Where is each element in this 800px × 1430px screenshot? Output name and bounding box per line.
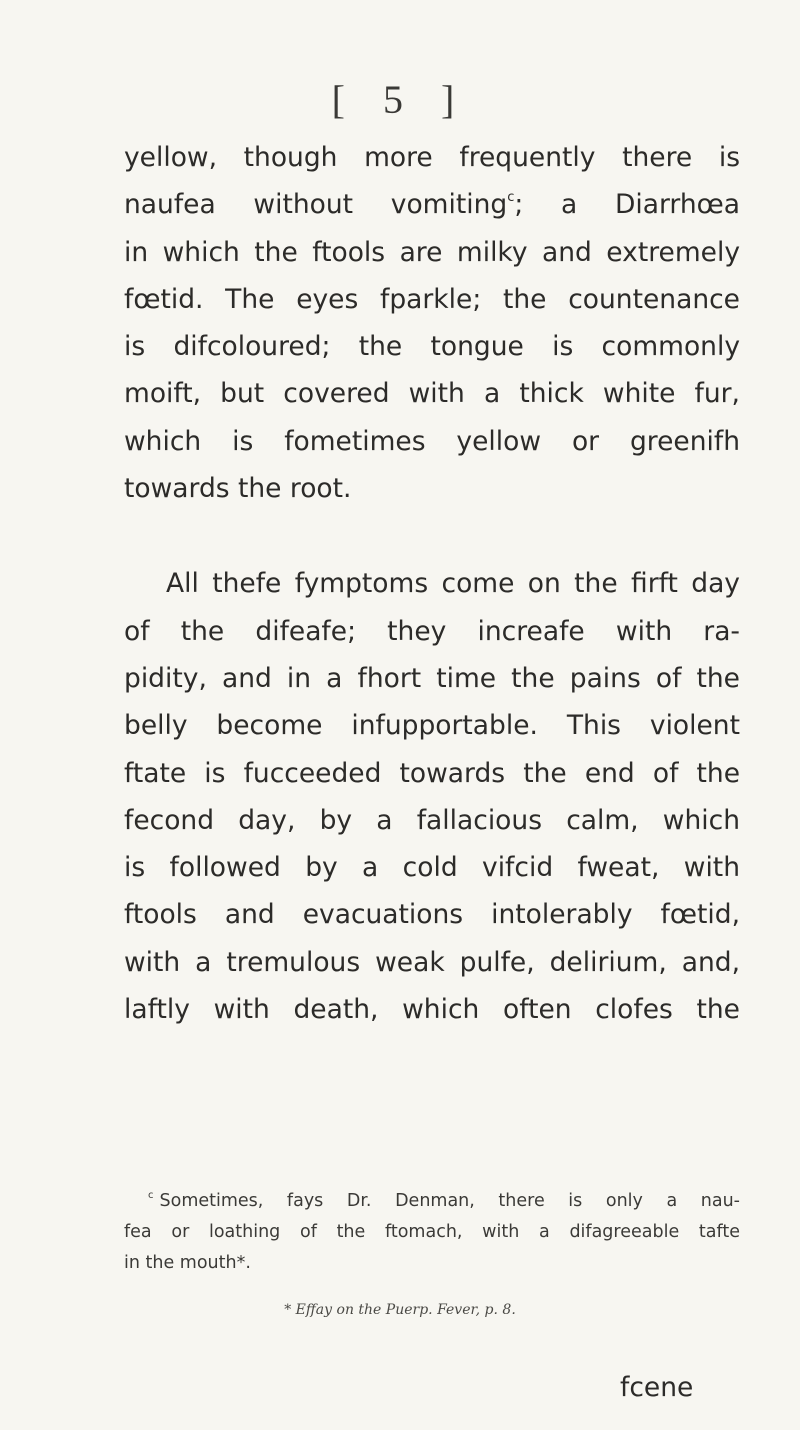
text-line: fecond day, by a fallacious calm, which — [124, 804, 740, 836]
text-line: moift, but covered with a thick white fur, — [124, 378, 740, 410]
text-line — [124, 181, 740, 228]
footnote-text: Sometimes, fays Dr. Denman, there is only a nau- — [159, 1191, 740, 1211]
footnote — [124, 1186, 740, 1279]
text-line: All thefe fymptoms come on the firft day — [166, 568, 740, 600]
text-line: is followed by a cold vifcid fweat, with — [124, 852, 740, 884]
sub-footnote: * Effay on the Puerp. Fever, p. 8. — [284, 1302, 516, 1318]
text-fragment: ; a Diarrhœa — [514, 189, 740, 221]
text-line: towards the root. — [124, 473, 352, 505]
text-line: which is fometimes yellow or greenifh — [124, 425, 740, 457]
text-line: yellow, though more frequently there is — [124, 142, 740, 173]
catchword: fcene — [620, 1372, 694, 1403]
text-line: ftools and evacuations intolerably fœtid, — [124, 899, 740, 931]
text-fragment: naufea without vomiting — [124, 189, 508, 221]
footnote-line — [124, 1186, 740, 1217]
main-text — [124, 134, 740, 1033]
text-line: laftly with death, which often clofes the — [124, 994, 740, 1026]
text-line: fœtid. The eyes fparkle; the countenance — [124, 283, 740, 315]
page-number: [ 5 ] — [331, 77, 469, 122]
paragraph-gap — [124, 512, 740, 560]
text-line: belly become infupportable. This violent — [124, 710, 740, 742]
text-line: is difcoloured; the tongue is commonly — [124, 331, 740, 363]
footnote-line: in the mouth*. — [124, 1253, 251, 1273]
footnote-mark: c — [148, 1190, 154, 1201]
text-line: with a tremulous weak pulfe, delirium, and, — [124, 946, 740, 978]
text-line: of the difeafe; they increafe with ra- — [124, 615, 740, 647]
text-line: pidity, and in a fhort time the pains of the — [124, 662, 740, 694]
text-line: in which the ftools are milky and extremely — [124, 236, 740, 268]
footnote-reference: c — [507, 190, 515, 206]
footnote-line: fea or loathing of the ftomach, with a difagreeable tafte — [124, 1222, 740, 1242]
text-line: ftate is fucceeded towards the end of the — [124, 757, 740, 789]
